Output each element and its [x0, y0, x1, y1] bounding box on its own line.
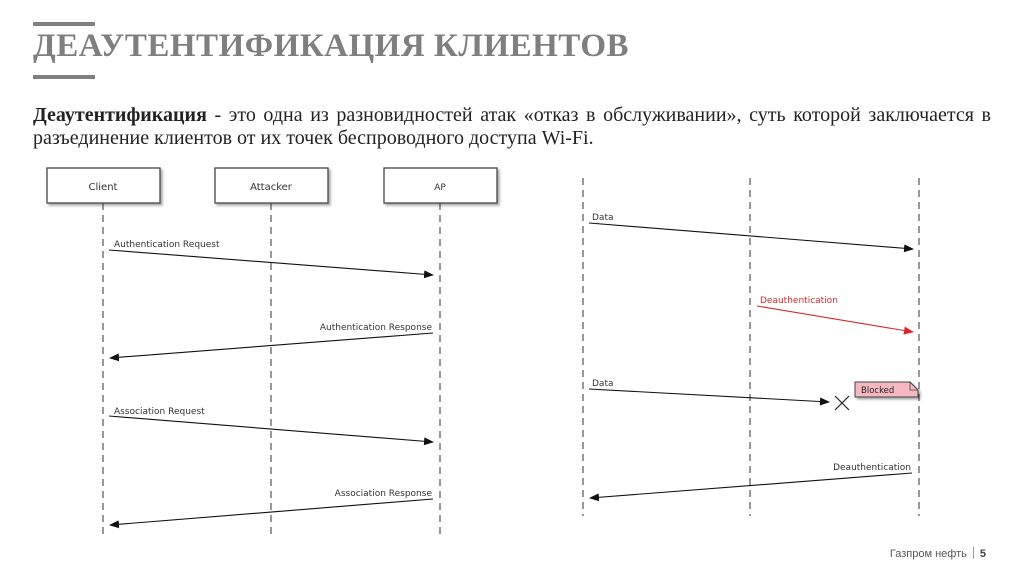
- intro-term: Деаутентификация: [33, 104, 207, 126]
- message-data-2: [589, 379, 829, 402]
- footer-separator: [973, 547, 974, 559]
- message-association-request-label: Association Request: [114, 407, 205, 417]
- blocked-note-label: Blocked: [861, 386, 895, 396]
- blocked-x-icon: [835, 396, 849, 410]
- message-data-1-label: Data: [592, 213, 614, 223]
- message-authentication-request-label: Authentication Request: [114, 240, 220, 250]
- intro-text: - это одна из разновидностей атак «отказ в обслуживании», суть которой заключается в разъединение клиентов от их точек беспроводного доступа Wi-Fi.: [33, 104, 991, 149]
- message-deauthentication-attack: [757, 296, 913, 332]
- page-number: 5: [979, 548, 986, 560]
- message-data-1: [589, 213, 913, 249]
- message-deauthentication-response-label: Deauthentication: [833, 463, 911, 473]
- participant-client-label: Client: [88, 182, 118, 193]
- participant-attacker-label: Attacker: [250, 182, 292, 193]
- message-authentication-response-label: Authentication Response: [319, 323, 432, 333]
- message-deauthentication-response: [590, 463, 912, 498]
- message-data-2-label: Data: [592, 379, 614, 389]
- participant-ap-label: AP: [434, 183, 446, 193]
- message-deauthentication-attack-label: Deauthentication: [760, 296, 838, 306]
- page-title: ДЕАУТЕНТИФИКАЦИЯ КЛИЕНТОВ: [33, 28, 630, 64]
- left-sequence-diagram: [47, 168, 497, 534]
- participant-attacker: [215, 168, 328, 203]
- participant-ap: [384, 168, 497, 203]
- footer: [890, 547, 986, 560]
- right-sequence-diagram: [583, 178, 919, 516]
- footer-company: Газпром нефть: [889, 548, 967, 560]
- message-association-response-label: Association Response: [334, 489, 432, 499]
- participant-client: [47, 168, 160, 203]
- blocked-note: [855, 382, 918, 397]
